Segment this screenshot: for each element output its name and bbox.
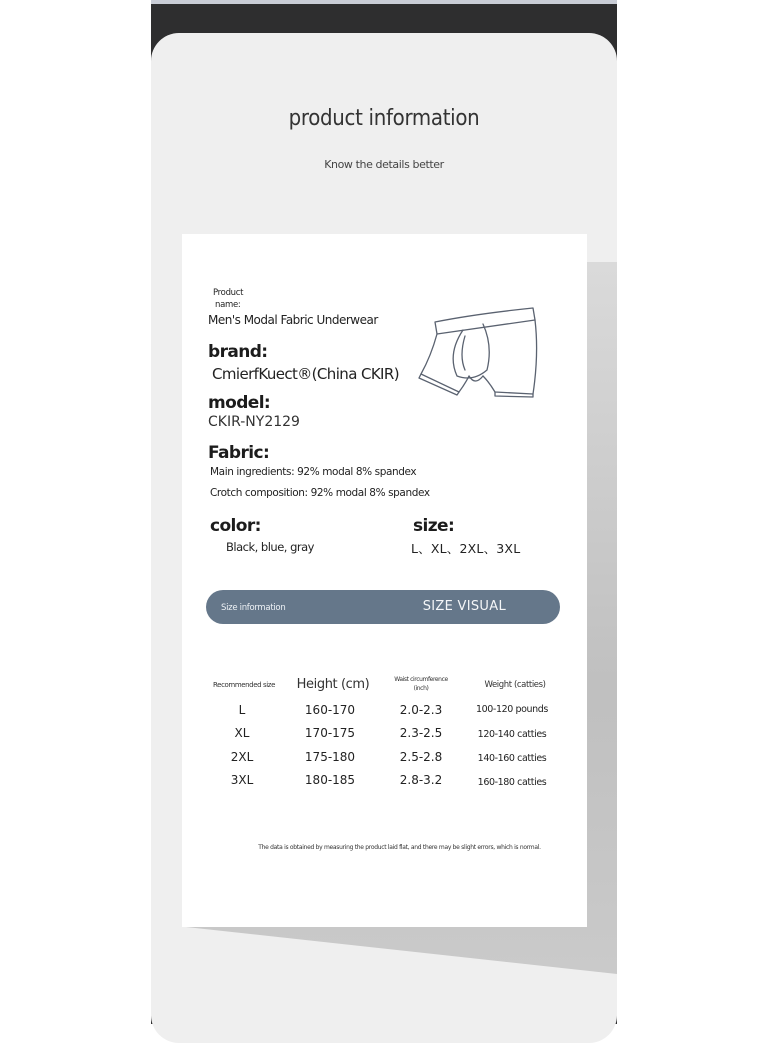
size-information-label: Size information bbox=[221, 603, 286, 613]
brand-value: CmierfKuect®(China CKIR) bbox=[212, 365, 399, 383]
product-name-value: Men's Modal Fabric Underwear bbox=[208, 313, 378, 327]
fabric-crotch: Crotch composition: 92% modal 8% spandex bbox=[210, 487, 430, 499]
row-size: L bbox=[238, 703, 246, 717]
page-subtitle: Know the details better bbox=[324, 158, 444, 171]
row-weight: 120-140 catties bbox=[477, 729, 547, 740]
header-waist-line1: Waist circumference bbox=[394, 676, 448, 683]
header-waist-line2: (inch) bbox=[413, 685, 429, 692]
model-value: CKIR-NY2129 bbox=[208, 414, 300, 430]
color-label: color: bbox=[210, 516, 261, 536]
row-height: 160-170 bbox=[304, 703, 356, 717]
size-label: size: bbox=[413, 516, 455, 536]
row-size: 2XL bbox=[230, 750, 254, 764]
top-edge-line bbox=[151, 0, 617, 4]
row-size: 3XL bbox=[230, 773, 254, 787]
header-recommended-size: Recommended size bbox=[213, 681, 275, 689]
row-weight: 160-180 catties bbox=[477, 777, 547, 788]
row-height: 170-175 bbox=[304, 726, 356, 740]
measurement-note: The data is obtained by measuring the product laid flat, and there may be slight errors, which is normal. bbox=[258, 844, 541, 851]
size-value: L、XL、2XL、3XL bbox=[411, 541, 521, 556]
fabric-main: Main ingredients: 92% modal 8% spandex bbox=[210, 466, 417, 478]
row-weight: 140-160 catties bbox=[477, 753, 547, 764]
row-waist: 2.0-2.3 bbox=[399, 703, 443, 717]
product-name-label-line2: name: bbox=[215, 300, 241, 310]
row-height: 180-185 bbox=[304, 773, 356, 787]
row-weight: 100-120 pounds bbox=[476, 704, 548, 715]
model-label: model: bbox=[208, 393, 271, 413]
product-name-label-line1: Product bbox=[213, 288, 244, 298]
row-height: 175-180 bbox=[304, 750, 356, 764]
fabric-label: Fabric: bbox=[208, 443, 270, 463]
size-information-bar bbox=[206, 590, 560, 624]
row-size: XL bbox=[234, 726, 250, 740]
row-waist: 2.8-3.2 bbox=[399, 773, 443, 787]
row-waist: 2.5-2.8 bbox=[399, 750, 443, 764]
size-visual-label: SIZE VISUAL bbox=[422, 599, 506, 614]
brand-label: brand: bbox=[208, 342, 268, 362]
boxer-briefs-outline-icon bbox=[415, 302, 541, 398]
header-height: Height (cm) bbox=[296, 677, 370, 692]
header-weight: Weight (catties) bbox=[484, 680, 546, 690]
color-value: Black, blue, gray bbox=[226, 540, 314, 554]
page-title: product information bbox=[288, 106, 480, 131]
row-waist: 2.3-2.5 bbox=[399, 726, 443, 740]
